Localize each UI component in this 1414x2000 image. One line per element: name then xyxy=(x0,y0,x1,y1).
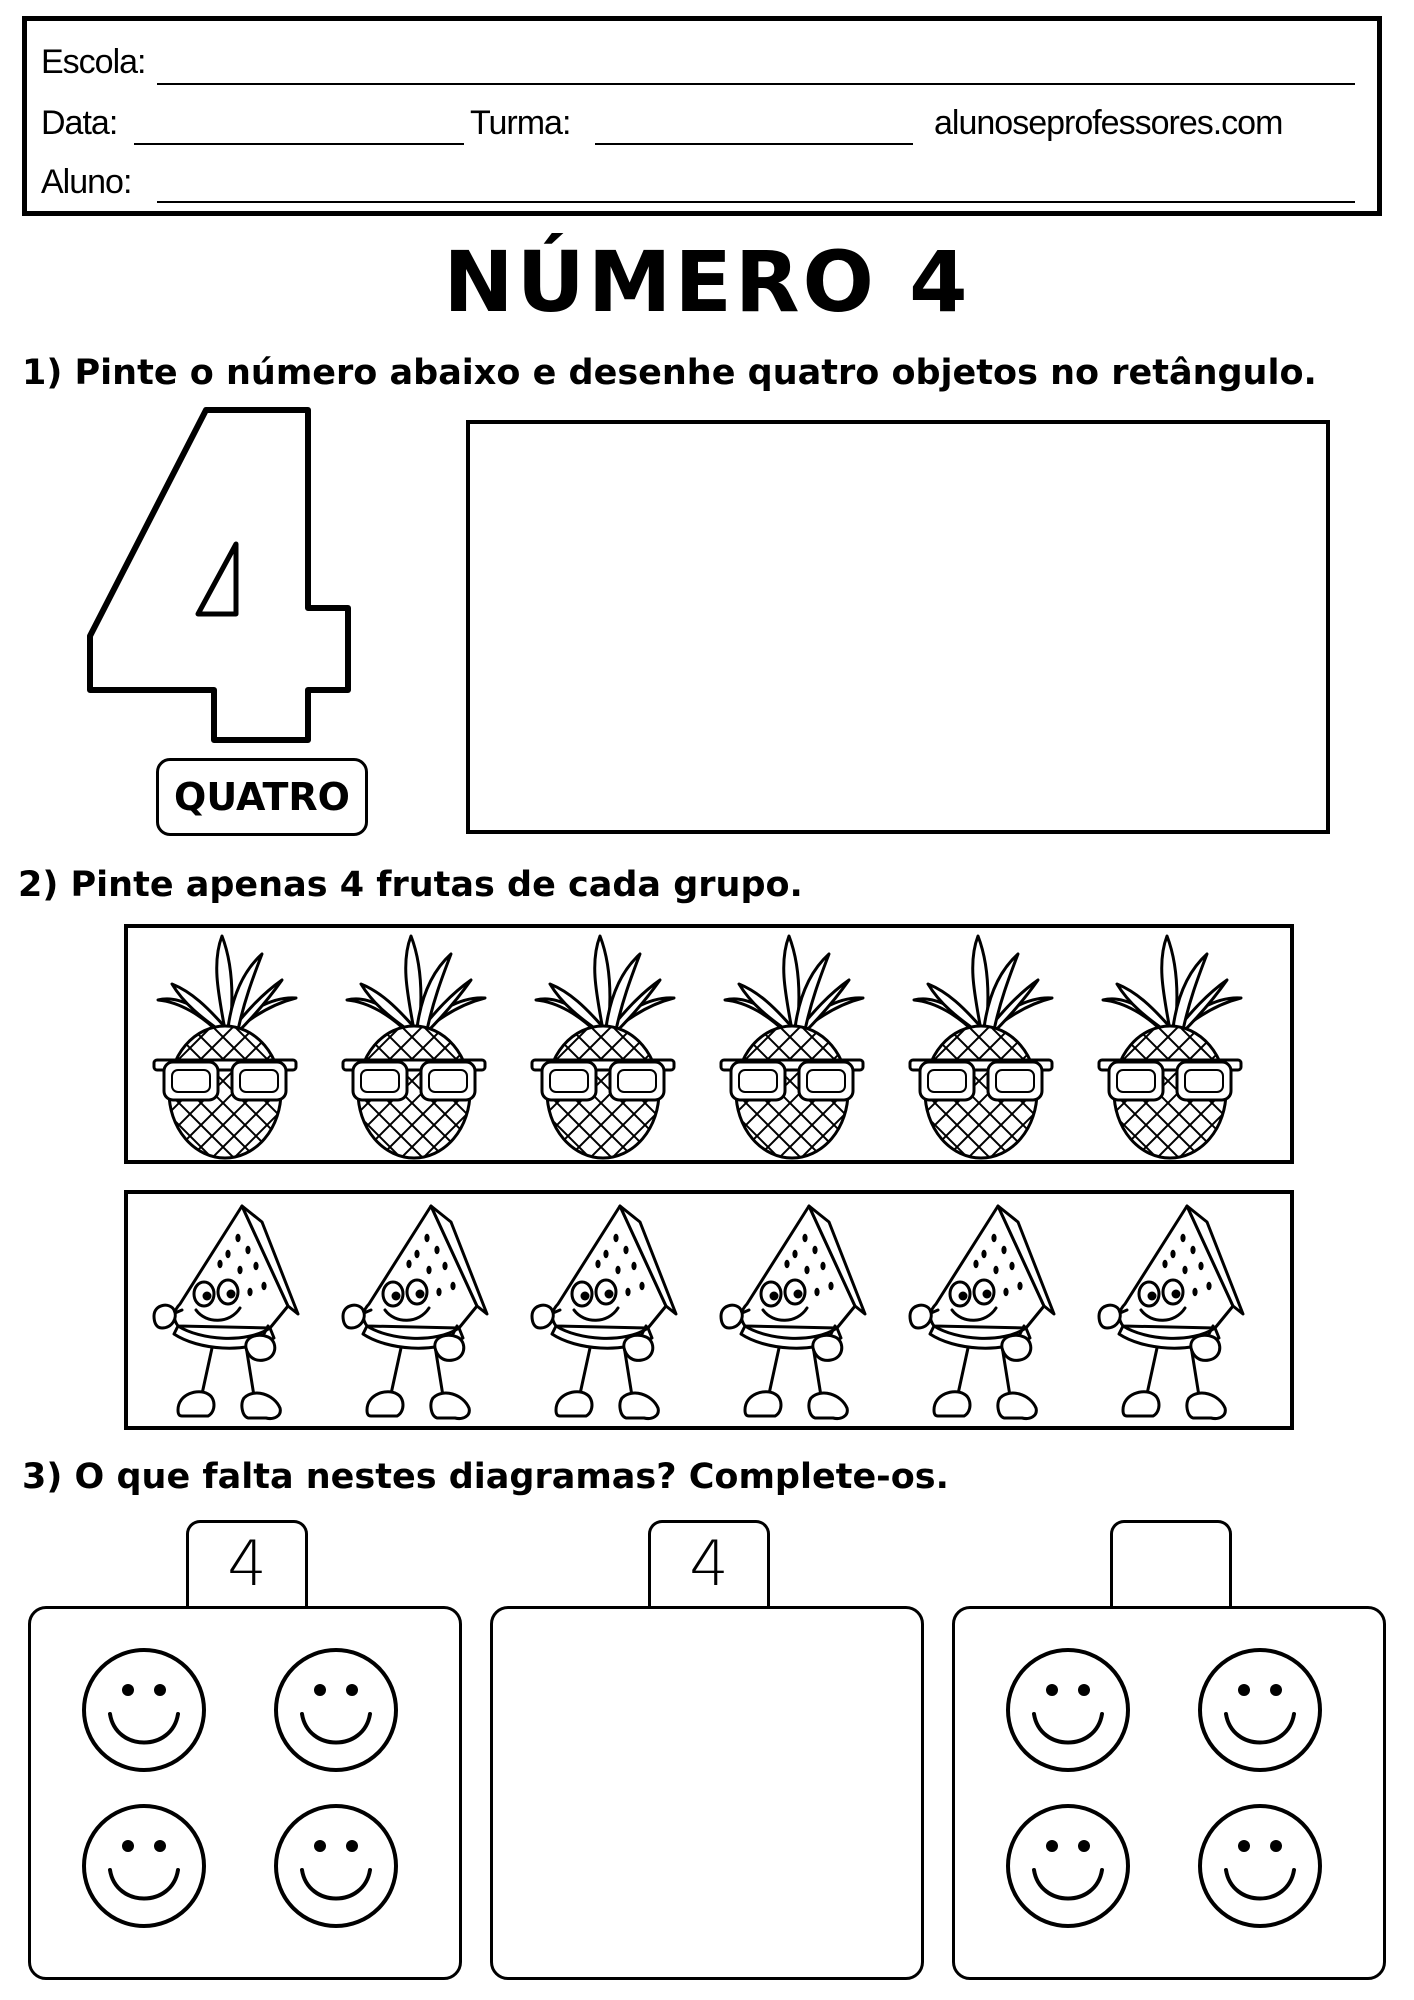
data-label: Data: xyxy=(41,104,118,142)
pineapple-icon[interactable] xyxy=(339,932,489,1166)
smiley-face-icon[interactable] xyxy=(1196,1646,1324,1778)
drawing-rectangle[interactable] xyxy=(466,420,1330,834)
site-credit: alunoseprofessores.com xyxy=(934,104,1283,142)
escola-label: Escola: xyxy=(41,43,146,81)
pineapple-icon[interactable] xyxy=(528,932,678,1166)
smiley-face-icon[interactable] xyxy=(80,1646,208,1778)
diagram-2-box[interactable] xyxy=(490,1606,924,1980)
pineapple-icon[interactable] xyxy=(717,932,867,1166)
watermelon-icon[interactable] xyxy=(717,1198,877,1432)
smiley-face-icon[interactable] xyxy=(80,1802,208,1934)
data-field[interactable] xyxy=(134,143,464,145)
watermelon-icon[interactable] xyxy=(339,1198,499,1432)
question-3: 3) O que falta nestes diagramas? Complete-os. xyxy=(22,1457,949,1497)
question-1: 1) Pinte o número abaixo e desenhe quatro objetos no retângulo. xyxy=(22,353,1317,393)
turma-field[interactable] xyxy=(595,143,913,145)
diagram-3-number-tab[interactable] xyxy=(1110,1520,1232,1608)
question-2: 2) Pinte apenas 4 frutas de cada grupo. xyxy=(18,865,803,905)
turma-label: Turma: xyxy=(470,104,571,142)
watermelon-icon[interactable] xyxy=(150,1198,310,1432)
watermelon-icon[interactable] xyxy=(1095,1198,1255,1432)
watermelon-icon[interactable] xyxy=(528,1198,688,1432)
smiley-face-icon[interactable] xyxy=(272,1646,400,1778)
number-word-label: QUATRO xyxy=(156,758,368,836)
aluno-field[interactable] xyxy=(157,201,1355,203)
number-four-outline[interactable] xyxy=(84,404,356,750)
header-box xyxy=(22,16,1382,216)
pineapple-icon[interactable] xyxy=(150,932,300,1166)
smiley-face-icon[interactable] xyxy=(1196,1802,1324,1934)
escola-field[interactable] xyxy=(157,83,1355,85)
page-title: NÚMERO 4 xyxy=(443,233,971,331)
diagram-2-number-tab[interactable]: 4 xyxy=(648,1520,770,1608)
pineapple-icon[interactable] xyxy=(1095,932,1245,1166)
aluno-label: Aluno: xyxy=(41,163,132,201)
pineapple-icon[interactable] xyxy=(906,932,1056,1166)
smiley-face-icon[interactable] xyxy=(272,1802,400,1934)
watermelon-icon[interactable] xyxy=(906,1198,1066,1432)
smiley-face-icon[interactable] xyxy=(1004,1646,1132,1778)
smiley-face-icon[interactable] xyxy=(1004,1802,1132,1934)
diagram-1-number-tab[interactable]: 4 xyxy=(186,1520,308,1608)
